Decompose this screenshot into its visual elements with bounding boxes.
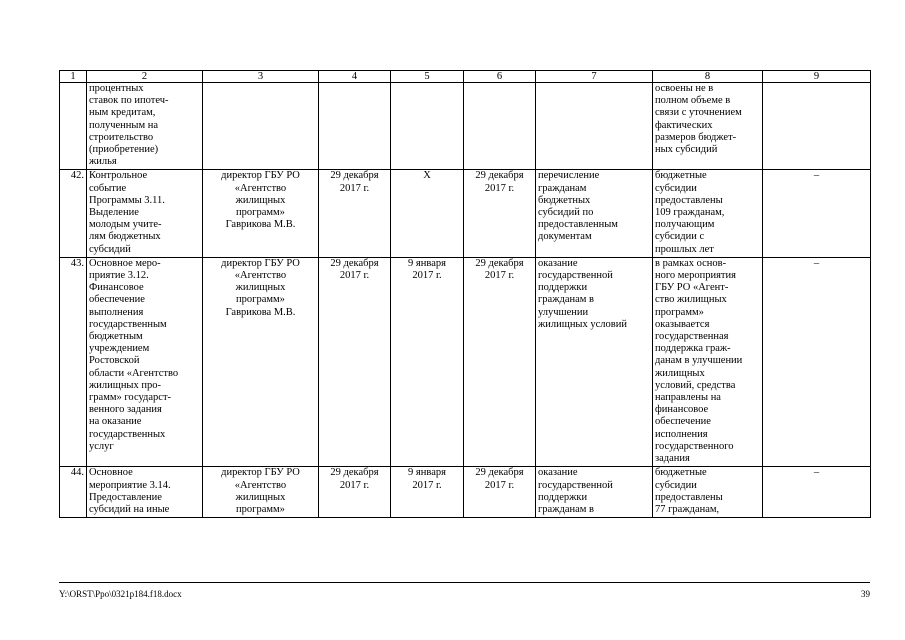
- row-number: 43.: [60, 257, 87, 466]
- responsible-cell: директор ГБУ РО «Агентство жилищных программ» Гаврикова М.В.: [203, 257, 319, 466]
- deadline-cell: 29 декабря 2017 г.: [464, 170, 536, 257]
- responsible-cell: директор ГБУ РО «Агентство жилищных программ»: [203, 467, 319, 518]
- result-cell: перечисление гражданам бюджетных субсидий по предоставленным документам: [536, 170, 653, 257]
- footer-divider: [59, 582, 870, 583]
- column-number: 3: [203, 71, 319, 83]
- column-number: 9: [763, 71, 871, 83]
- extra-cell: –: [763, 257, 871, 466]
- notes-cell: в рамках основ- ного мероприятия ГБУ РО «Агент- ство жилищных программ» оказывается государственная поддержка граж- данам в улучшении жилищных условий, средства направлены на финансовое обеспечение исполнения государственного задания: [653, 257, 763, 466]
- column-number: 1: [60, 71, 87, 83]
- column-number: 7: [536, 71, 653, 83]
- page-number: 39: [861, 589, 870, 599]
- table-row: [60, 170, 871, 257]
- result-cell: оказание государственной поддержки гражданам в: [536, 467, 653, 518]
- table-row: [60, 467, 871, 518]
- deadline-cell: 29 декабря 2017 г.: [464, 467, 536, 518]
- notes-cell: бюджетные субсидии предоставлены 109 гражданам, получающим субсидии с прошлых лет: [653, 170, 763, 257]
- report-table: [59, 70, 871, 518]
- event-name-cell: Основное мероприятие 3.14. Предоставление субсидий на иные: [87, 467, 203, 518]
- file-path: Y:\ORST\Ppo\0321p184.f18.docx: [59, 589, 182, 599]
- event-name-cell: Основное меро- приятие 3.12. Финансовое обеспечение выполнения государственным бюджетным учреждением Ростовской области «Агентство жилищных про- грамм» государст- венного задания на оказание государственных услуг: [87, 257, 203, 466]
- column-number-row: [60, 71, 871, 83]
- result-cell: [536, 83, 653, 170]
- actual-date-cell: Х: [391, 170, 464, 257]
- deadline-cell: [464, 83, 536, 170]
- extra-cell: [763, 83, 871, 170]
- actual-date-cell: 9 января 2017 г.: [391, 257, 464, 466]
- deadline-cell: 29 декабря 2017 г.: [464, 257, 536, 466]
- column-number: 2: [87, 71, 203, 83]
- row-number: 44.: [60, 467, 87, 518]
- actual-date-cell: 9 января 2017 г.: [391, 467, 464, 518]
- plan-date-cell: 29 декабря 2017 г.: [319, 170, 391, 257]
- event-name-cell: Контрольное событие Программы 3.11. Выделение молодым учите- лям бюджетных субсидий: [87, 170, 203, 257]
- plan-date-cell: 29 декабря 2017 г.: [319, 257, 391, 466]
- plan-date-cell: [319, 83, 391, 170]
- notes-cell: освоены не в полном объеме в связи с уточнением фактических размеров бюджет- ных субсидий: [653, 83, 763, 170]
- table-row: [60, 83, 871, 170]
- extra-cell: –: [763, 170, 871, 257]
- plan-date-cell: 29 декабря 2017 г.: [319, 467, 391, 518]
- row-number: [60, 83, 87, 170]
- responsible-cell: [203, 83, 319, 170]
- column-number: 5: [391, 71, 464, 83]
- event-name-cell: процентных ставок по ипотеч- ным кредитам, полученным на строительство (приобретение) жилья: [87, 83, 203, 170]
- row-number: 42.: [60, 170, 87, 257]
- table-row: [60, 257, 871, 466]
- notes-cell: бюджетные субсидии предоставлены 77 гражданам,: [653, 467, 763, 518]
- actual-date-cell: [391, 83, 464, 170]
- extra-cell: –: [763, 467, 871, 518]
- column-number: 6: [464, 71, 536, 83]
- responsible-cell: директор ГБУ РО «Агентство жилищных программ» Гаврикова М.В.: [203, 170, 319, 257]
- column-number: 8: [653, 71, 763, 83]
- result-cell: оказание государственной поддержки гражданам в улучшении жилищных условий: [536, 257, 653, 466]
- column-number: 4: [319, 71, 391, 83]
